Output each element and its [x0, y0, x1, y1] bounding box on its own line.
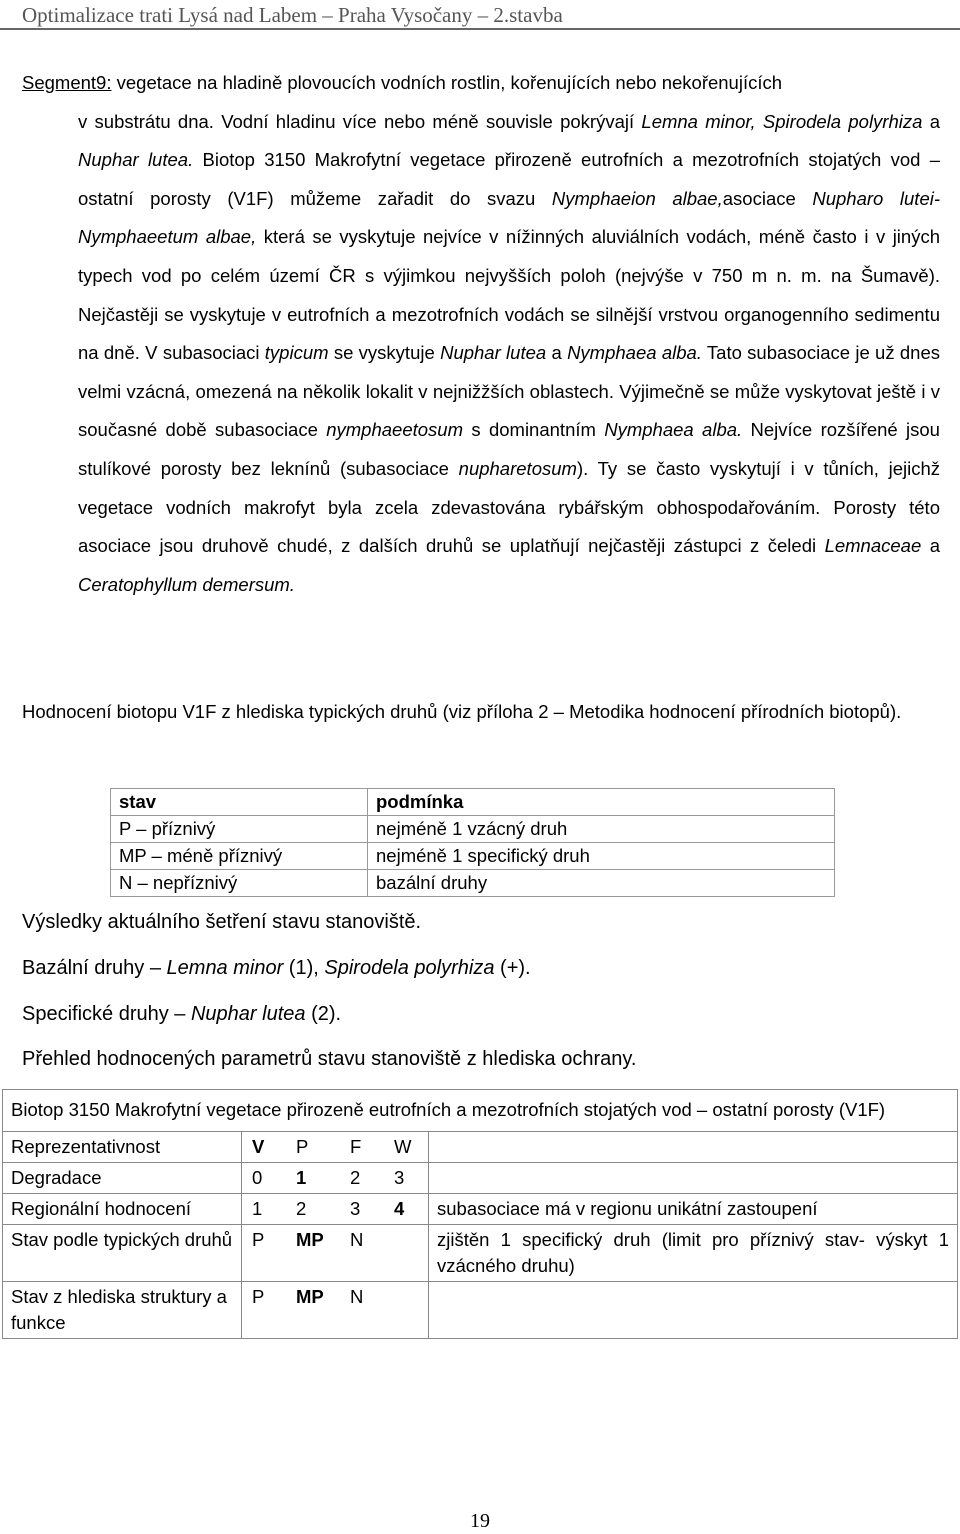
running-header: Optimalizace trati Lysá nad Labem – Praha Vysočany – 2.stavba: [0, 0, 960, 30]
segment-paragraph: [22, 64, 940, 604]
table-cell: MP – méně příznivý: [111, 843, 368, 870]
conditions-table: [110, 788, 835, 897]
parameter-value: V: [242, 1132, 287, 1163]
parameter-value: 0: [242, 1163, 287, 1194]
segment-first-line: Segment9: vegetace na hladině plovoucích vodních rostlin, kořenujících nebo nekořenujících: [22, 72, 783, 93]
parameter-name: Stav z hlediska struktury a funkce: [3, 1282, 242, 1339]
parameter-value: N: [340, 1225, 384, 1282]
table-row: [3, 1090, 958, 1132]
segment-label: Segment9:: [22, 72, 112, 93]
header-cell: stav: [111, 789, 368, 816]
parameter-value: [384, 1282, 429, 1339]
table-cell: N – nepříznivý: [111, 870, 368, 897]
table-row: [3, 1194, 958, 1225]
parameter-name: Reprezentativnost: [3, 1132, 242, 1163]
parameter-value: P: [242, 1225, 287, 1282]
parameter-value: N: [340, 1282, 384, 1339]
parameter-value: P: [242, 1282, 287, 1339]
table-row: [111, 870, 835, 897]
header-cell: podmínka: [368, 789, 835, 816]
parameter-name: Stav podle typických druhů: [3, 1225, 242, 1282]
parameter-note: subasociace má v regionu unikátní zastoupení: [429, 1194, 958, 1225]
parameter-value: W: [384, 1132, 429, 1163]
specific-species-line: Specifické druhy – Nuphar lutea (2).: [22, 1003, 342, 1025]
parameter-note: zjištěn 1 specifický druh (limit pro příznivý stav- výskyt 1 vzácného druhu): [429, 1225, 958, 1282]
table-row: [111, 816, 835, 843]
table-cell: P – příznivý: [111, 816, 368, 843]
overview-title: Přehled hodnocených parametrů stavu stanoviště z hlediska ochrany.: [22, 1048, 637, 1070]
parameter-value: P: [286, 1132, 340, 1163]
parameter-value: MP: [286, 1225, 340, 1282]
evaluation-paragraph: Hodnocení biotopu V1F z hlediska typických druhů (viz příloha 2 – Metodika hodnocení přírodních biotopů).: [22, 701, 902, 722]
parameter-note: [429, 1163, 958, 1194]
table-cell: nejméně 1 vzácný druh: [368, 816, 835, 843]
parameters-heading: Biotop 3150 Makrofytní vegetace přirozeně eutrofních a mezotrofních stojatých vod – ostatní porosty (V1F): [3, 1090, 958, 1132]
table-row: [3, 1282, 958, 1339]
parameter-value: 3: [384, 1163, 429, 1194]
segment-body: v substrátu dna. Vodní hladinu více nebo méně souvisle pokrývají Lemna minor, Spirodela polyrhiza a Nuphar lutea. Biotop 3150 Makrofytní vegetace přirozeně eutrofních a mezotrofních stojatých vod – ostatní porosty (V1F) můžeme zařadit do svazu Nymphaeion albae,asociace Nupharo lutei-Nymphaeetum albae, která se vyskytuje nejvíce v nížinných aluviálních vodách, méně často i v jiných typech vod po celém území ČR s výjimkou nejvyšších poloh (nejvýše v 750 m n. m. na Šumavě). Nejčastěji se vyskytuje v eutrofních a mezotrofních vodách se silnější vrstvou organogenního sedimentu na dně. V subasociaci typicum se vyskytuje Nuphar lutea a Nymphaea alba. Tato subasociace je už dnes velmi vzácná, omezená na několik lokalit v nejnižžších oblastech. Výjimečně se může vyskytovat ještě i v současné době subasociace nymphaeetosum s dominantním Nymphaea alba. Nejvíce rozšířené jsou stulíkové porosty bez leknínů (subasociace nupharetosum). Ty se často vyskytují i v tůních, jejichž vegetace vodních makrofyt byla zcela zdevastována rybářským obhospodařováním. Porosty této asociace jsou druhově chudé, z dalších druhů se uplatňují nejčastěji zástupci z čeledi Lemnaceae a Ceratophyllum demersum.: [78, 110, 941, 595]
parameter-value: 4: [384, 1194, 429, 1225]
parameter-value: F: [340, 1132, 384, 1163]
parameter-value: [384, 1225, 429, 1282]
parameter-value: MP: [286, 1282, 340, 1339]
parameter-note: [429, 1132, 958, 1163]
parameter-value: 3: [340, 1194, 384, 1225]
table-cell: nejméně 1 specifický druh: [368, 843, 835, 870]
parameter-value: 1: [242, 1194, 287, 1225]
parameter-value: 2: [340, 1163, 384, 1194]
table-row: [3, 1132, 958, 1163]
parameter-note: [429, 1282, 958, 1339]
parameters-table: [2, 1089, 958, 1339]
table-row: [3, 1163, 958, 1194]
page-number: 19: [470, 1510, 490, 1532]
parameter-value: 1: [286, 1163, 340, 1194]
results-title: Výsledky aktuálního šetření stavu stanoviště.: [22, 911, 422, 933]
basal-species-line: Bazální druhy – Lemna minor (1), Spirodela polyrhiza (+).: [22, 957, 531, 979]
table-row: [111, 843, 835, 870]
parameter-name: Regionální hodnocení: [3, 1194, 242, 1225]
table-row: [111, 789, 835, 816]
parameter-value: 2: [286, 1194, 340, 1225]
parameter-name: Degradace: [3, 1163, 242, 1194]
table-cell: bazální druhy: [368, 870, 835, 897]
table-row: [3, 1225, 958, 1282]
